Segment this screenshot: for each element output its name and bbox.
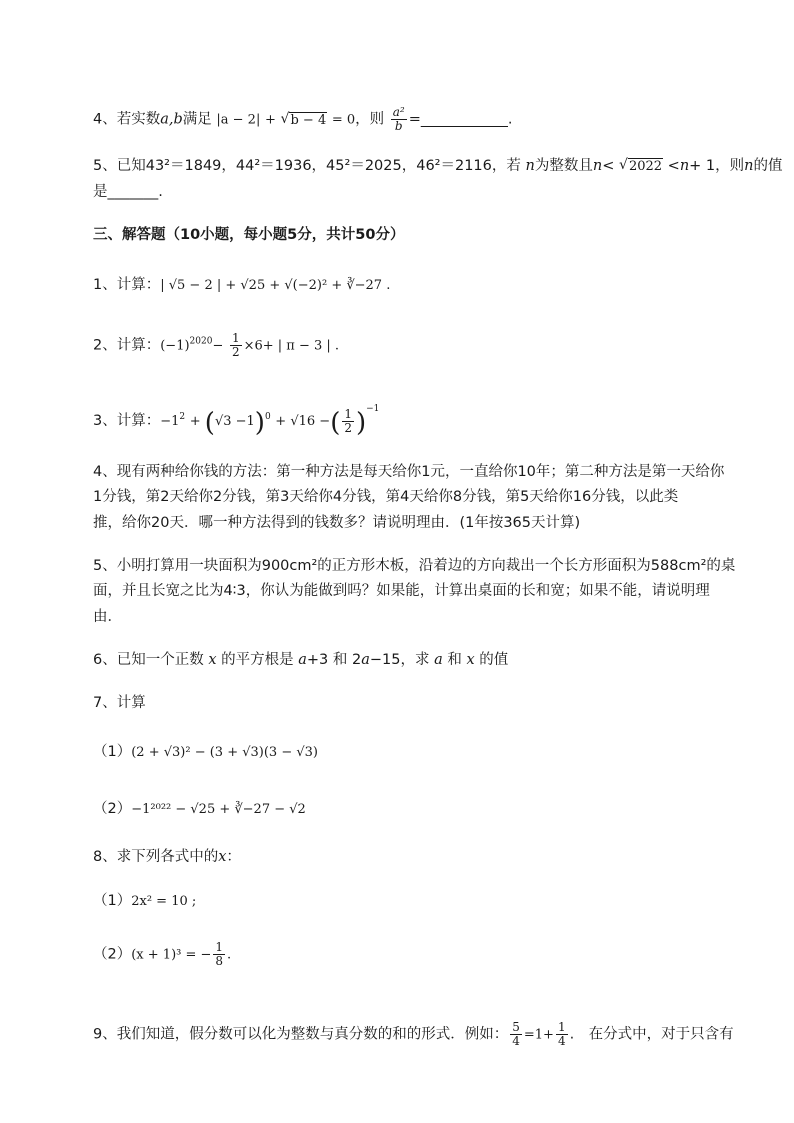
q8-colon: ： xyxy=(226,849,241,865)
fill-q4-sqrt: √ b − 4 xyxy=(281,112,327,130)
q8-label-line xyxy=(93,848,241,866)
fill-q4-abs: |a − 2| xyxy=(216,112,261,128)
q2-minus: − xyxy=(212,338,224,354)
var-n: n xyxy=(744,158,754,174)
q8-sub1 xyxy=(93,892,196,911)
q5-line3: 由． xyxy=(93,609,122,625)
fill-q4-prefix: 4、若实数 xyxy=(93,111,161,128)
q9-fraction-2: $\frac{1}{4}$ xyxy=(557,1020,566,1048)
fill-q4-then: ，则 xyxy=(355,111,385,128)
q1-expr: | √5 − 2 | + √25 + √(−2)² + ∛−27 . xyxy=(160,278,391,293)
fill-q4-fraction: $\frac{\text{a²}}{b}$ xyxy=(392,105,405,133)
q6-p2: −15，求 xyxy=(369,652,435,668)
fill-q5-line2: 是_______. xyxy=(93,184,163,200)
left-paren: ( xyxy=(330,408,341,438)
q7-sub1-label: （1） xyxy=(93,744,132,760)
var-x: x xyxy=(208,652,217,668)
fill-q4-blank: ____________ xyxy=(420,111,508,128)
right-paren: ) xyxy=(254,408,265,438)
fill-q4-eq: = 0 xyxy=(331,112,356,128)
q1 xyxy=(93,276,390,295)
q9-pre: 9、我们知道，假分数可以化为整数与真分数的和的形式．例如： xyxy=(93,1026,509,1043)
q7-sub2 xyxy=(93,800,306,819)
q1-label: 1、计算： xyxy=(93,277,161,293)
q3-a-exp: 2 xyxy=(179,412,186,422)
q8-sub1-label: （1） xyxy=(93,893,132,909)
q6-pre: 6、已知一个正数 xyxy=(93,652,209,668)
fill-q4-cond: 满足 xyxy=(182,111,212,128)
q7-sub1 xyxy=(93,743,318,762)
q4-line1: 4、现有两种给你钱的方法：第一种方法是每天给你1元，一直给你10年；第二种方法是第一天给你 xyxy=(93,464,725,480)
q3-b: √3 −1 xyxy=(214,414,255,429)
q7-label: 7、计算 xyxy=(93,695,146,711)
lt-sign: < xyxy=(602,158,615,174)
fill-q5-sqrt: √ 2022 xyxy=(620,158,663,176)
q5-line2: 面，并且长宽之比为4∶3，你认为能做到吗？如果能，计算出桌面的长和宽；如果不能，请说明理 xyxy=(93,583,710,599)
fill-q5-tail: 的值 xyxy=(753,158,783,174)
q9-fraction-1: $\frac{5}{4}$ xyxy=(512,1020,520,1048)
q9 xyxy=(93,1021,734,1048)
q3-c: + √16 − xyxy=(275,414,331,429)
q2-base: (−1) xyxy=(160,338,190,354)
fill-q4-vars: a,b xyxy=(160,111,183,128)
q4-line3: 推，给你20天．哪一种方法得到的钱数多？请说明理由．(1年按365天计算) xyxy=(93,515,581,531)
q3-a: −1 xyxy=(160,414,180,429)
right-paren: ) xyxy=(355,408,367,438)
fill-q4-equals: = xyxy=(408,111,421,128)
q3-b-exp: 0 xyxy=(264,412,271,422)
q7-sub2-label: （2） xyxy=(93,801,132,817)
q3 xyxy=(93,400,380,438)
q8-sub2-end: . xyxy=(227,947,232,963)
section-heading: 三、解答题（10小题，每小题5分，共计50分） xyxy=(93,227,405,243)
fill-q5-line1 xyxy=(93,157,782,176)
q8-sub2-label: （2） xyxy=(93,946,132,963)
q7-sub1-expr: (2 + √3)² − (3 + √3)(3 − √3) xyxy=(131,745,318,760)
q7-sub2-expr: −1²⁰²² − √25 + ∛−27 − √2 xyxy=(131,802,306,817)
q6-p1: +3 和 2 xyxy=(306,652,362,668)
q8-sub2-fraction: $\frac{1}{8}$ xyxy=(215,940,224,968)
q8-sub2-lhs: (x + 1)³ = − xyxy=(131,947,212,963)
q6-p4: 的值 xyxy=(474,652,509,668)
var-n: n xyxy=(525,158,535,174)
fill-q5-plus: + 1，则 xyxy=(689,158,745,174)
fill-q4-end: . xyxy=(507,111,513,128)
var-n: n xyxy=(592,158,603,174)
q2 xyxy=(93,332,339,359)
q6-p3: 和 xyxy=(442,652,467,668)
q3-plus: + xyxy=(189,414,205,429)
q6 xyxy=(93,651,508,669)
fill-q5-prefix: 5、已知43²＝1849，44²＝1936，45²＝2025，46²＝2116，若 xyxy=(93,158,526,174)
lt-sign: < xyxy=(667,158,680,174)
var-x: x xyxy=(466,652,475,668)
var-n: n xyxy=(679,158,690,174)
q3-fraction: $\frac{1}{2}$ xyxy=(344,406,352,435)
q6-mid: 的平方根是 xyxy=(216,652,299,668)
q2-fraction: $\frac{1}{2}$ xyxy=(231,331,240,359)
q3-d-exp: −1 xyxy=(366,404,380,414)
q3-label: 3、计算： xyxy=(93,413,161,429)
fill-q4 xyxy=(93,106,512,133)
q5-line1: 5、小明打算用一块面积为900cm²的正方形木板，沿着边的方向裁出一个长方形面积为588cm²的桌 xyxy=(93,558,736,574)
fill-q5-mid: 为整数且 xyxy=(534,158,593,174)
q9-post: . 在分式中，对于只含有 xyxy=(569,1026,734,1043)
q8-sub2 xyxy=(93,941,231,968)
var-a: a xyxy=(361,652,370,668)
q2-exp: 2020 xyxy=(189,336,213,347)
var-x: x xyxy=(218,849,227,865)
q2-label: 2、计算： xyxy=(93,337,161,354)
fill-q4-plus: + xyxy=(264,112,276,128)
var-a: a xyxy=(298,652,307,668)
var-a: a xyxy=(434,652,443,668)
q4-line2: 1分钱，第2天给你2分钱，第3天给你4分钱，第4天给你8分钱，第5天给你16分钱，以此类 xyxy=(93,489,679,505)
q8-label: 8、求下列各式中的 xyxy=(93,849,219,865)
q9-mid: =1+ xyxy=(523,1027,554,1043)
q2-post: ×6+ | π − 3 | . xyxy=(243,338,340,354)
left-paren: ( xyxy=(204,408,215,438)
q8-sub1-expr: 2x² = 10 ; xyxy=(131,894,197,909)
